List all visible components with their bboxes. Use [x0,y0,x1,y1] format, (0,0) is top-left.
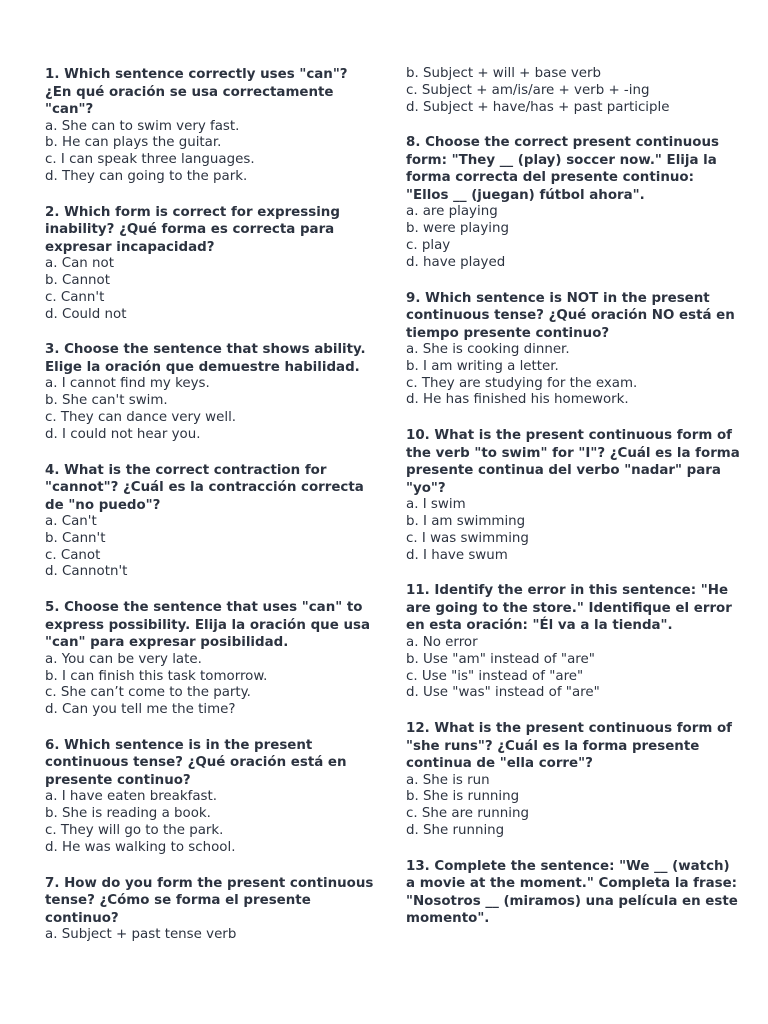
answer-option: d. Could not [45,306,127,322]
question-text: 11. Identify the error in this sentence: "He are going to the store." Identifique el error en esta oración: "Él va a la tienda". [406,583,732,634]
question-block [45,341,375,443]
answer-option: d. have played [406,254,506,270]
answer-option: a. I swim [406,497,466,513]
question-text: 8. Choose the correct present continuous form: "They __ (play) soccer now." Elija la forma correcta del presente continuo: "Ellos __ (juegan) fútbol ahora". [406,135,719,203]
answer-option: b. were playing [406,221,509,237]
answer-option: c. They will go to the park. [45,823,224,839]
question-block [406,427,741,564]
question-block [45,875,375,944]
answer-option: d. They can going to the park. [45,168,248,184]
question-text: 4. What is the correct contraction for "cannot"? ¿Cuál es la contracción correcta de "no puedo"? [45,462,364,513]
answer-option: c. She are running [406,806,529,822]
answer-option: c. Cann't [45,289,105,305]
answer-option: a. I have eaten breakfast. [45,789,218,805]
question-text: 7. How do you form the present continuous tense? ¿Cómo se forma el presente continuo? [45,875,374,926]
answer-option: b. Cann't [45,530,106,546]
answer-option: c. They can dance very well. [45,409,237,425]
answer-option: b. Subject + will + base verb [406,66,601,81]
answer-option: b. I am writing a letter. [406,358,559,374]
question-text: 12. What is the present continuous form of "she runs"? ¿Cuál es la forma presente continua de "ella corre"? [406,721,732,772]
answer-option: d. He was walking to school. [45,839,236,855]
question-block [45,737,375,857]
answer-option: a. No error [406,634,478,650]
answer-option: a. She is run [406,772,490,788]
answer-option: c. play [406,237,451,253]
answer-option: b. I can finish this task tomorrow. [45,668,268,684]
answer-option: d. Cannotn't [45,564,128,580]
answer-option: d. I could not hear you. [45,426,201,442]
answer-option: a. You can be very late. [45,651,202,667]
question-text: 9. Which sentence is NOT in the present continuous tense? ¿Qué oración NO está en tiempo presente continuo? [406,290,735,341]
answer-option: b. She is running [406,789,520,805]
question-block [406,582,741,702]
question-text: 13. Complete the sentence: "We __ (watch) a movie at the moment." Completa la frase: "Nosotros __ (miramos) una película en este momento". [406,858,738,927]
answer-option: b. She can't swim. [45,393,168,409]
answer-option: d. I have swum [406,547,508,563]
answer-option: b. She is reading a book. [45,806,211,822]
answer-option: b. I am swimming [406,514,526,530]
answer-option: d. Subject + have/has + past participle [406,99,670,115]
question-text: 2. Which form is correct for expressing inability? ¿Qué forma es correcta para expresar incapacidad? [45,204,340,255]
answer-option: c. Use "is" instead of "are" [406,668,584,684]
question-text: 1. Which sentence correctly uses "can"? ¿En qué oración se usa correctamente "can"? [45,67,348,117]
answer-option: a. Subject + past tense verb [45,927,237,943]
left-column [45,66,375,962]
answer-option: d. She running [406,823,505,839]
answer-option: c. She can’t come to the party. [45,685,251,701]
question-block [406,720,741,840]
question-block [406,858,741,928]
answer-option: d. Can you tell me the time? [45,702,236,718]
answer-option: b. Cannot [45,272,110,288]
question-text: 3. Choose the sentence that shows ability. Elige la oración que demuestre habilidad. [45,342,366,375]
answer-option: c. Canot [45,547,101,563]
question-text: 6. Which sentence is in the present continuous tense? ¿Qué oración está en presente continuo? [45,737,347,788]
answer-option: d. Use "was" instead of "are" [406,685,600,701]
answer-option: a. She is cooking dinner. [406,342,570,358]
question-block [45,599,375,719]
answer-option: a. She can to swim very fast. [45,118,240,134]
answer-option: b. Use "am" instead of "are" [406,651,595,667]
right-column [406,66,741,946]
question-block [406,134,741,271]
answer-option: d. He has finished his homework. [406,392,629,408]
question-block-continued [406,66,741,116]
question-block [45,66,375,186]
question-block [45,204,375,324]
question-block [406,290,741,410]
question-text: 5. Choose the sentence that uses "can" to express possibility. Elija la oración que usa "can" para expresar posibilidad. [45,600,370,651]
answer-option: b. He can plays the guitar. [45,135,222,151]
answer-option: a. Can not [45,256,114,272]
answer-option: a. Can't [45,514,97,530]
answer-option: c. I can speak three languages. [45,152,255,168]
answer-option: c. Subject + am/is/are + verb + -ing [406,82,650,98]
answer-option: a. I cannot find my keys. [45,376,210,392]
answer-option: a. are playing [406,204,498,220]
answer-option: c. I was swimming [406,530,529,546]
question-block [45,462,375,582]
answer-option: c. They are studying for the exam. [406,375,638,391]
question-text: 10. What is the present continuous form of the verb "to swim" for "I"? ¿Cuál es la forma presente continua del verbo "nadar" para "yo"? [406,428,740,496]
